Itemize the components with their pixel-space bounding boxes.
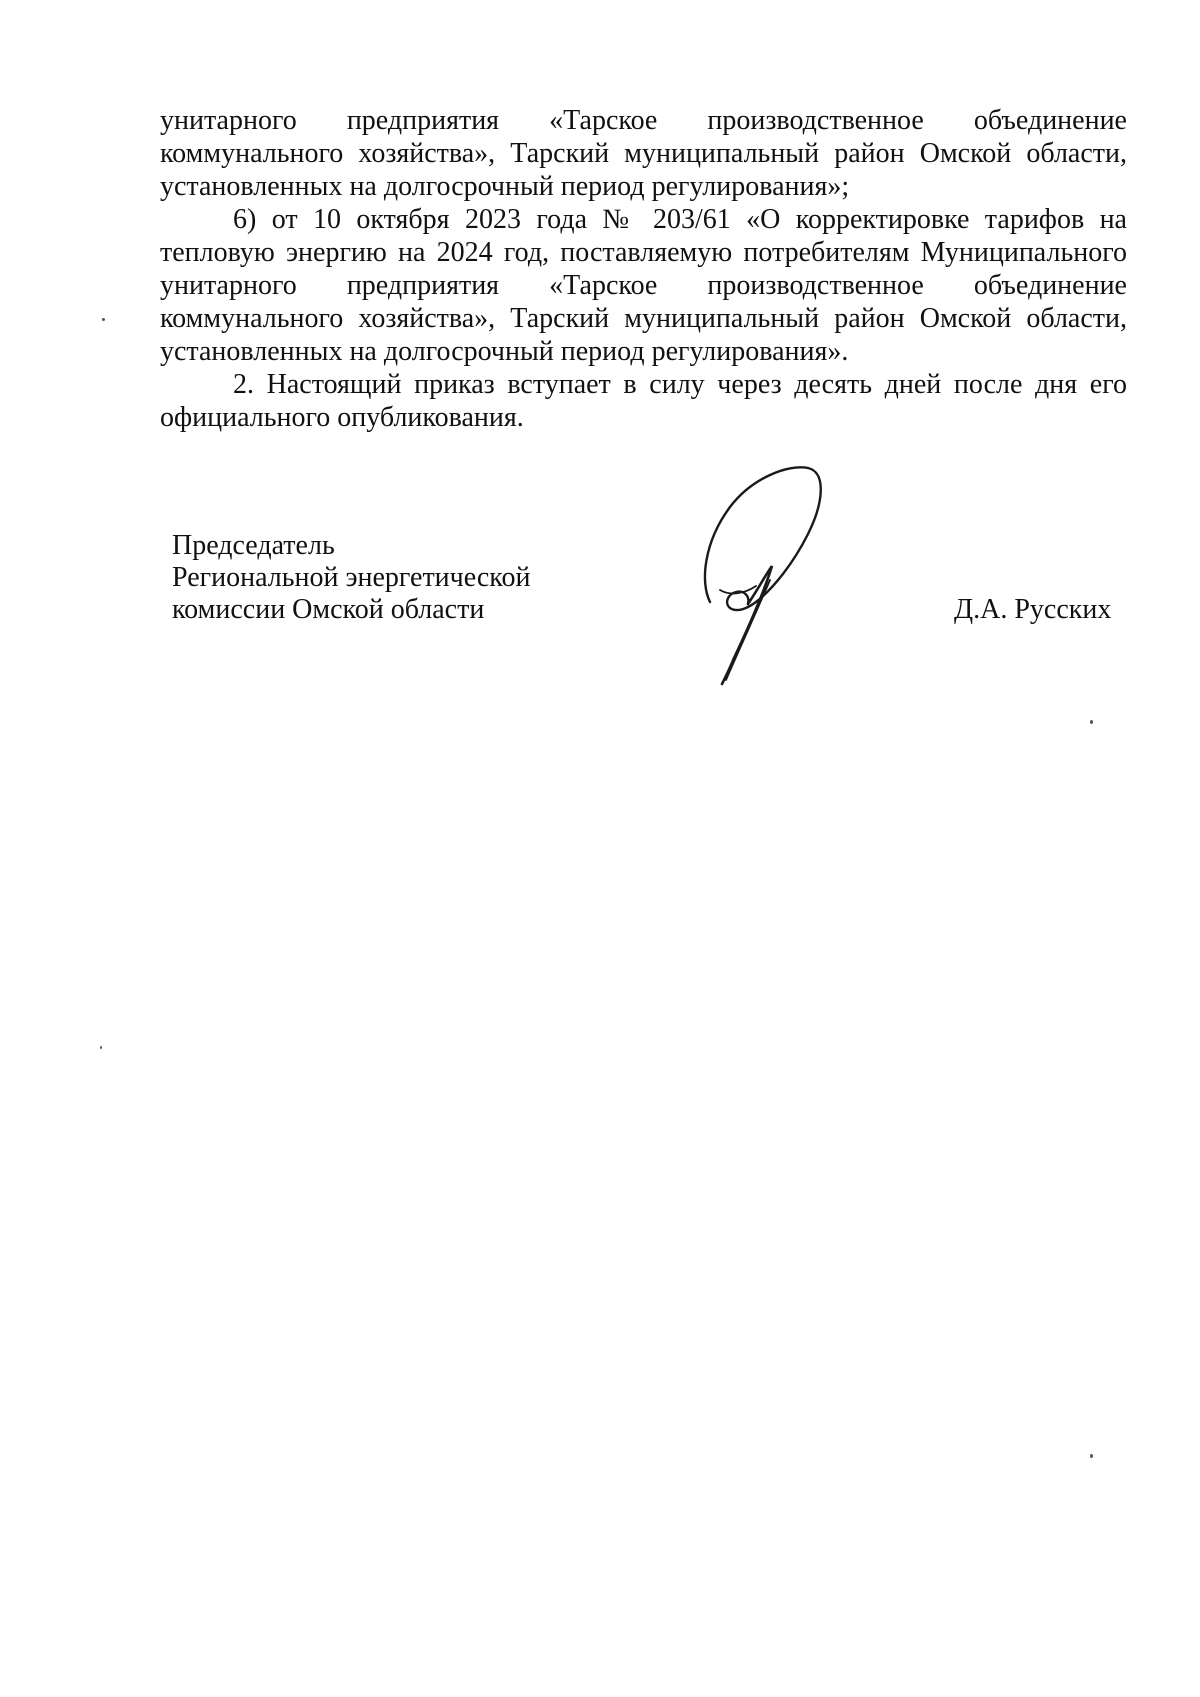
paragraph-item-2: 2. Настоящий приказ вступает в силу через десять дней после дня его официального опубликования. — [160, 369, 1127, 433]
signatory-title-line: комиссии Омской области — [172, 594, 485, 625]
scan-speck — [1090, 720, 1093, 724]
scan-speck — [100, 1046, 102, 1049]
scan-speck — [1090, 1454, 1093, 1458]
signatory-name: Д.А. Русских — [954, 594, 1112, 625]
scan-speck — [102, 318, 105, 321]
signatory-title — [172, 530, 530, 626]
signatory-title-line: Председатель — [172, 530, 335, 561]
paragraph-continuation: унитарного предприятия «Тарское производственное объединение коммунального хозяйства», Тарский муниципальный район Омской области, установленных на долгосрочный период регулирования»; — [160, 105, 1127, 202]
signatory-title-line: Региональной энергетической — [172, 562, 531, 593]
handwritten-signature — [690, 462, 850, 692]
document-body — [160, 104, 1127, 434]
paragraph-item-6: 6) от 10 октября 2023 года № 203/61 «О корректировке тарифов на тепловую энергию на 2024 год, поставляемую потребителям Муниципального унитарного предприятия «Тарское производственное объединение коммунального хозяйства», Тарский муниципальный район Омской области, установленных на долгосрочный период регулирования». — [160, 204, 1127, 367]
